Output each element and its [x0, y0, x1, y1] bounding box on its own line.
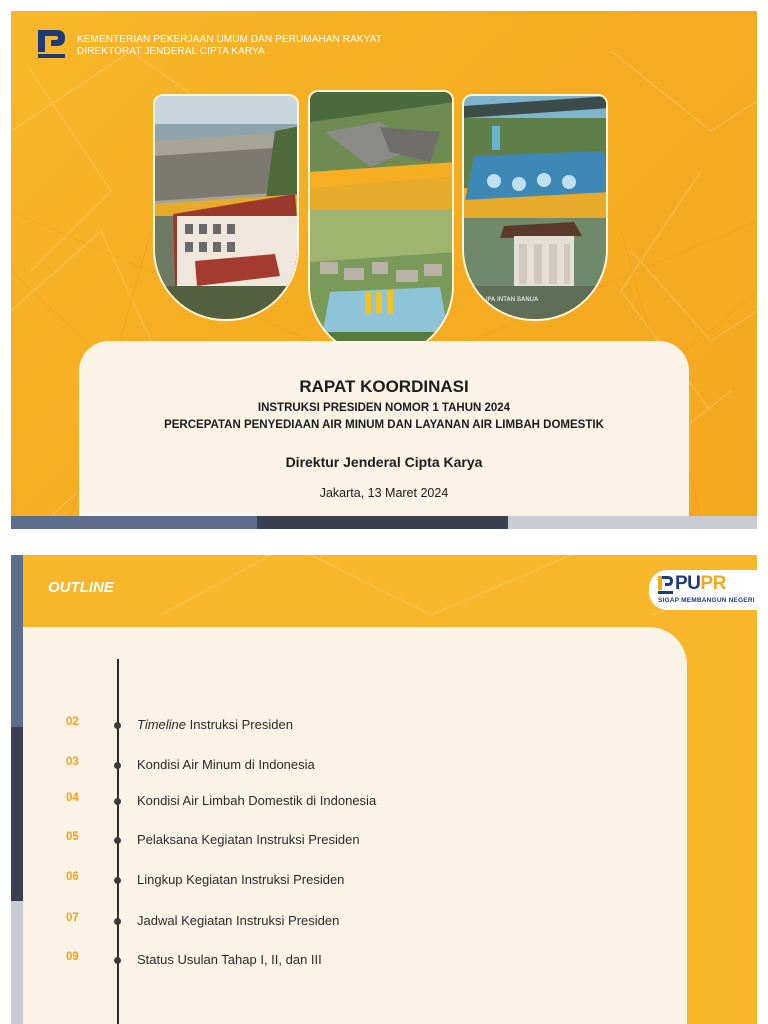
- presenter-title: Direktur Jenderal Cipta Karya: [285, 454, 483, 470]
- title-card: [79, 341, 689, 527]
- footer-bar-right: [508, 516, 757, 529]
- pupr-brand-logo: [649, 570, 757, 610]
- meeting-subtitle-2: PERCEPATAN PENYEDIAAN AIR MINUM DAN LAYANAN AIR LIMBAH DOMESTIK: [164, 419, 604, 431]
- outline-text-rest: Instruksi Presiden: [186, 717, 293, 732]
- outline-heading: OUTLINE: [48, 579, 114, 596]
- outline-number: 04: [66, 792, 79, 804]
- outline-text: Status Usulan Tahap I, II, dan III: [137, 952, 322, 967]
- outline-slide: [11, 555, 757, 1024]
- ministry-name: [77, 34, 382, 58]
- outline-item: [23, 831, 623, 851]
- outline-item: [23, 716, 623, 736]
- ministry-line-1: KEMENTERIAN PEKERJAAN UMUM DAN PERUMAHAN RAKYAT: [77, 34, 382, 45]
- outline-text: Kondisi Air Limbah Domestik di Indonesia: [137, 793, 377, 808]
- meeting-date: Jakarta, 13 Maret 2024: [319, 486, 449, 500]
- outline-number: 02: [66, 716, 79, 728]
- timeline-dot: [114, 918, 121, 925]
- outline-number: 06: [66, 871, 79, 883]
- outline-text: Pelaksana Kegiatan Instruksi Presiden: [137, 832, 360, 847]
- timeline-dot: [114, 957, 121, 964]
- pupr-wordmark: [675, 573, 726, 595]
- photo-settlement-aerial: [308, 90, 454, 358]
- outline-text: [137, 717, 293, 732]
- timeline-dot: [114, 837, 121, 844]
- outline-item: [23, 951, 623, 971]
- outline-text: Lingkup Kegiatan Instruksi Presiden: [137, 872, 345, 887]
- ministry-line-2: DIREKTORAT JENDERAL CIPTA KARYA: [77, 46, 265, 57]
- side-stripe-middle: [11, 727, 23, 901]
- outline-text: Kondisi Air Minum di Indonesia: [137, 757, 315, 772]
- photo-water-treatment: [462, 94, 608, 321]
- outline-item: [23, 792, 623, 812]
- side-stripe-bottom: [11, 901, 23, 1024]
- pupr-wordmark-pr: PR: [700, 573, 726, 594]
- pupr-wordmark-pu: PU: [675, 573, 701, 594]
- outline-text-emphasis: Timeline: [137, 717, 187, 732]
- pupr-tagline: SIGAP MEMBANGUN NEGERI: [658, 597, 755, 604]
- timeline-dot: [114, 762, 121, 769]
- outline-item: [23, 756, 623, 776]
- outline-item: [23, 912, 623, 932]
- timeline-dot: [114, 877, 121, 884]
- title-slide: [11, 11, 757, 529]
- meeting-subtitle-1: INSTRUKSI PRESIDEN NOMOR 1 TAHUN 2024: [257, 402, 511, 414]
- footer-bar-left: [11, 516, 257, 529]
- pupr-logo-icon: [657, 575, 675, 595]
- outline-text: Jadwal Kegiatan Instruksi Presiden: [137, 913, 340, 928]
- outline-card: [23, 627, 687, 1024]
- outline-number: 07: [66, 912, 79, 924]
- timeline-dot: [114, 722, 121, 729]
- photo-dam-and-building: [153, 94, 299, 321]
- pupr-logo-icon: [35, 27, 69, 61]
- outline-number: 09: [66, 951, 79, 963]
- photo-sign-text: IPA INTAN BANUA: [486, 296, 539, 303]
- outline-number: 05: [66, 831, 79, 843]
- meeting-title: RAPAT KOORDINASI: [299, 377, 469, 396]
- side-stripe-top: [11, 555, 23, 727]
- timeline-dot: [114, 798, 121, 805]
- outline-number: 03: [66, 756, 79, 768]
- outline-item: [23, 871, 623, 891]
- footer-bar-middle: [257, 516, 508, 529]
